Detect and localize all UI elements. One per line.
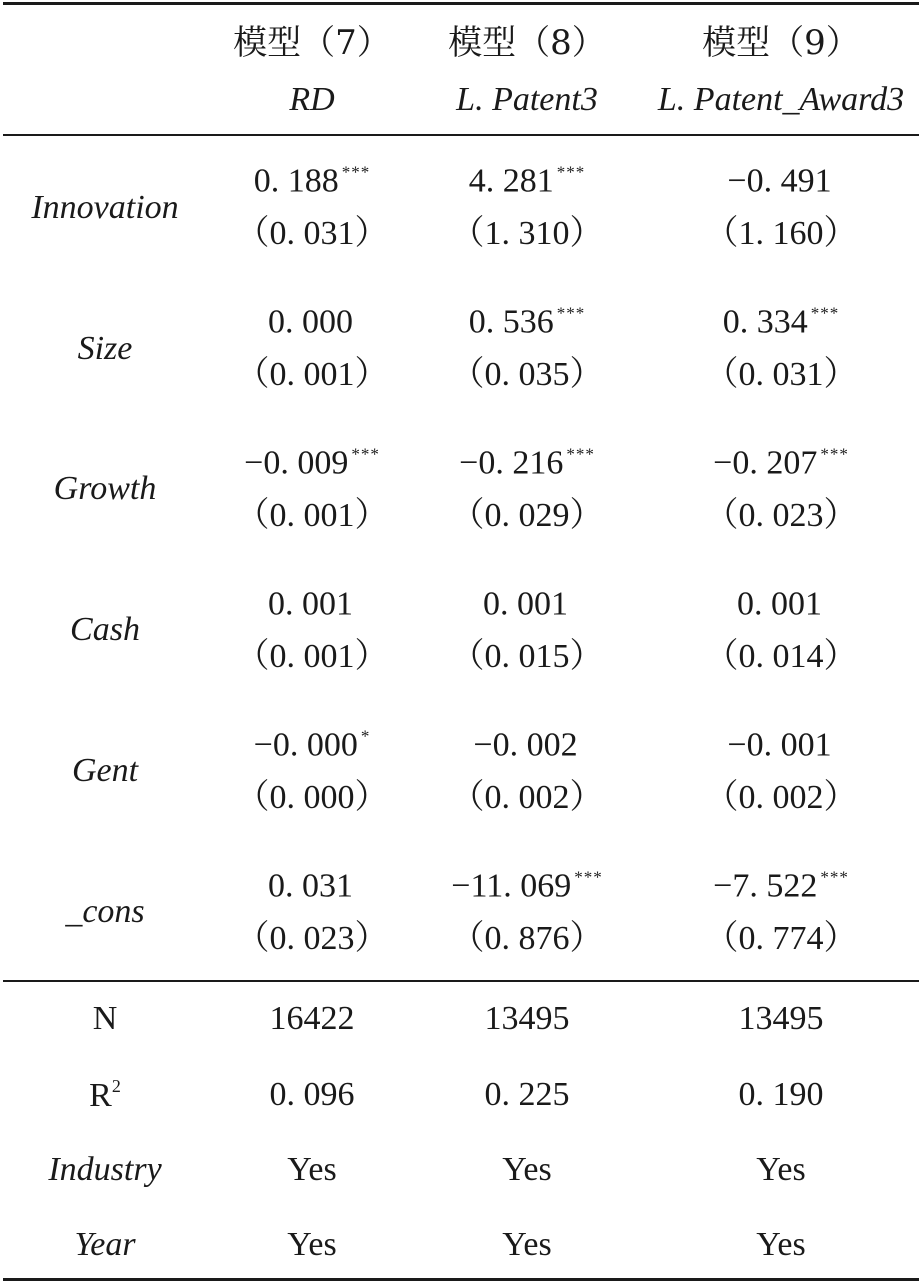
coef-cell: 0. 000 — [268, 303, 353, 341]
coef-cell: 0. 188 *** — [253, 162, 371, 200]
coef-cell: −7. 522 *** — [713, 867, 849, 905]
se-cell: （1. 160） — [704, 215, 858, 252]
stat-label-r2: $R^2$ — [89, 1076, 121, 1114]
coef-cell: 0. 536 *** — [468, 303, 586, 341]
top-rule — [3, 2, 919, 5]
se-cell: （0. 015） — [450, 638, 604, 675]
col2-dep-var: L. Patent3 — [456, 81, 598, 118]
stat-value: Yes — [287, 1226, 337, 1263]
col2-model-header: 模型（8） — [448, 23, 606, 63]
se-cell: （1. 310） — [450, 215, 604, 252]
se-cell: （0. 023） — [235, 920, 389, 957]
stat-label-industry: Industry — [48, 1151, 162, 1188]
stat-value: 0. 225 — [484, 1076, 570, 1113]
se-cell: （0. 000） — [235, 779, 389, 816]
col3-model-header: 模型（9） — [702, 23, 860, 63]
coef-cell: −0. 207 *** — [713, 444, 849, 482]
coef-cell: −11. 069 *** — [451, 867, 603, 905]
row-label: Size — [77, 330, 133, 367]
se-cell: （0. 014） — [704, 638, 858, 675]
coef-cell: −0. 001 — [727, 726, 832, 764]
coef-cell: 0. 334 *** — [722, 303, 840, 341]
row-label: Cash — [70, 611, 140, 648]
se-cell: （0. 001） — [235, 356, 389, 393]
stats-rule — [3, 980, 919, 982]
se-cell: （0. 002） — [450, 779, 604, 816]
coef-cell: −0. 002 — [473, 726, 578, 764]
col1-model-header: 模型（7） — [233, 23, 391, 63]
row-label: _cons — [65, 893, 145, 930]
se-cell: （0. 001） — [235, 638, 389, 675]
stat-value: 13495 — [484, 1000, 570, 1037]
stat-value: Yes — [502, 1226, 552, 1263]
coef-cell: 0. 001 — [268, 585, 353, 623]
stat-label-n: N — [92, 1000, 118, 1037]
stat-value: Yes — [502, 1151, 552, 1188]
coef-cell: −0. 009 *** — [244, 444, 380, 482]
coef-cell: 0. 001 — [737, 585, 822, 623]
coef-cell: −0. 000 * — [253, 726, 371, 764]
stat-value: 16422 — [269, 1000, 355, 1037]
stat-value: Yes — [756, 1151, 806, 1188]
coef-cell: 0. 031 — [268, 867, 353, 905]
coef-cell: 4. 281 *** — [468, 162, 586, 200]
row-label: Gent — [71, 752, 139, 789]
coef-cell: −0. 216 *** — [459, 444, 595, 482]
col3-dep-var: L. Patent_Award3 — [657, 81, 905, 118]
se-cell: （0. 029） — [450, 497, 604, 534]
stat-label-year: Year — [74, 1226, 136, 1263]
col1-dep-var: RD — [289, 81, 335, 118]
bottom-rule — [3, 1278, 919, 1281]
se-cell: （0. 023） — [704, 497, 858, 534]
se-cell: （0. 774） — [704, 920, 858, 957]
stat-value: 13495 — [738, 1000, 824, 1037]
stat-value: Yes — [756, 1226, 806, 1263]
stat-value: Yes — [287, 1151, 337, 1188]
stat-value: 0. 190 — [738, 1076, 824, 1113]
coef-cell: 0. 001 — [483, 585, 568, 623]
row-label: Innovation — [31, 189, 179, 226]
row-label: Growth — [53, 470, 157, 507]
se-cell: （0. 876） — [450, 920, 604, 957]
se-cell: （0. 035） — [450, 356, 604, 393]
header-rule — [3, 134, 919, 136]
stat-value: 0. 096 — [269, 1076, 355, 1113]
coef-cell: −0. 491 — [727, 162, 832, 200]
se-cell: （0. 031） — [235, 215, 389, 252]
se-cell: （0. 001） — [235, 497, 389, 534]
se-cell: （0. 002） — [704, 779, 858, 816]
se-cell: （0. 031） — [704, 356, 858, 393]
